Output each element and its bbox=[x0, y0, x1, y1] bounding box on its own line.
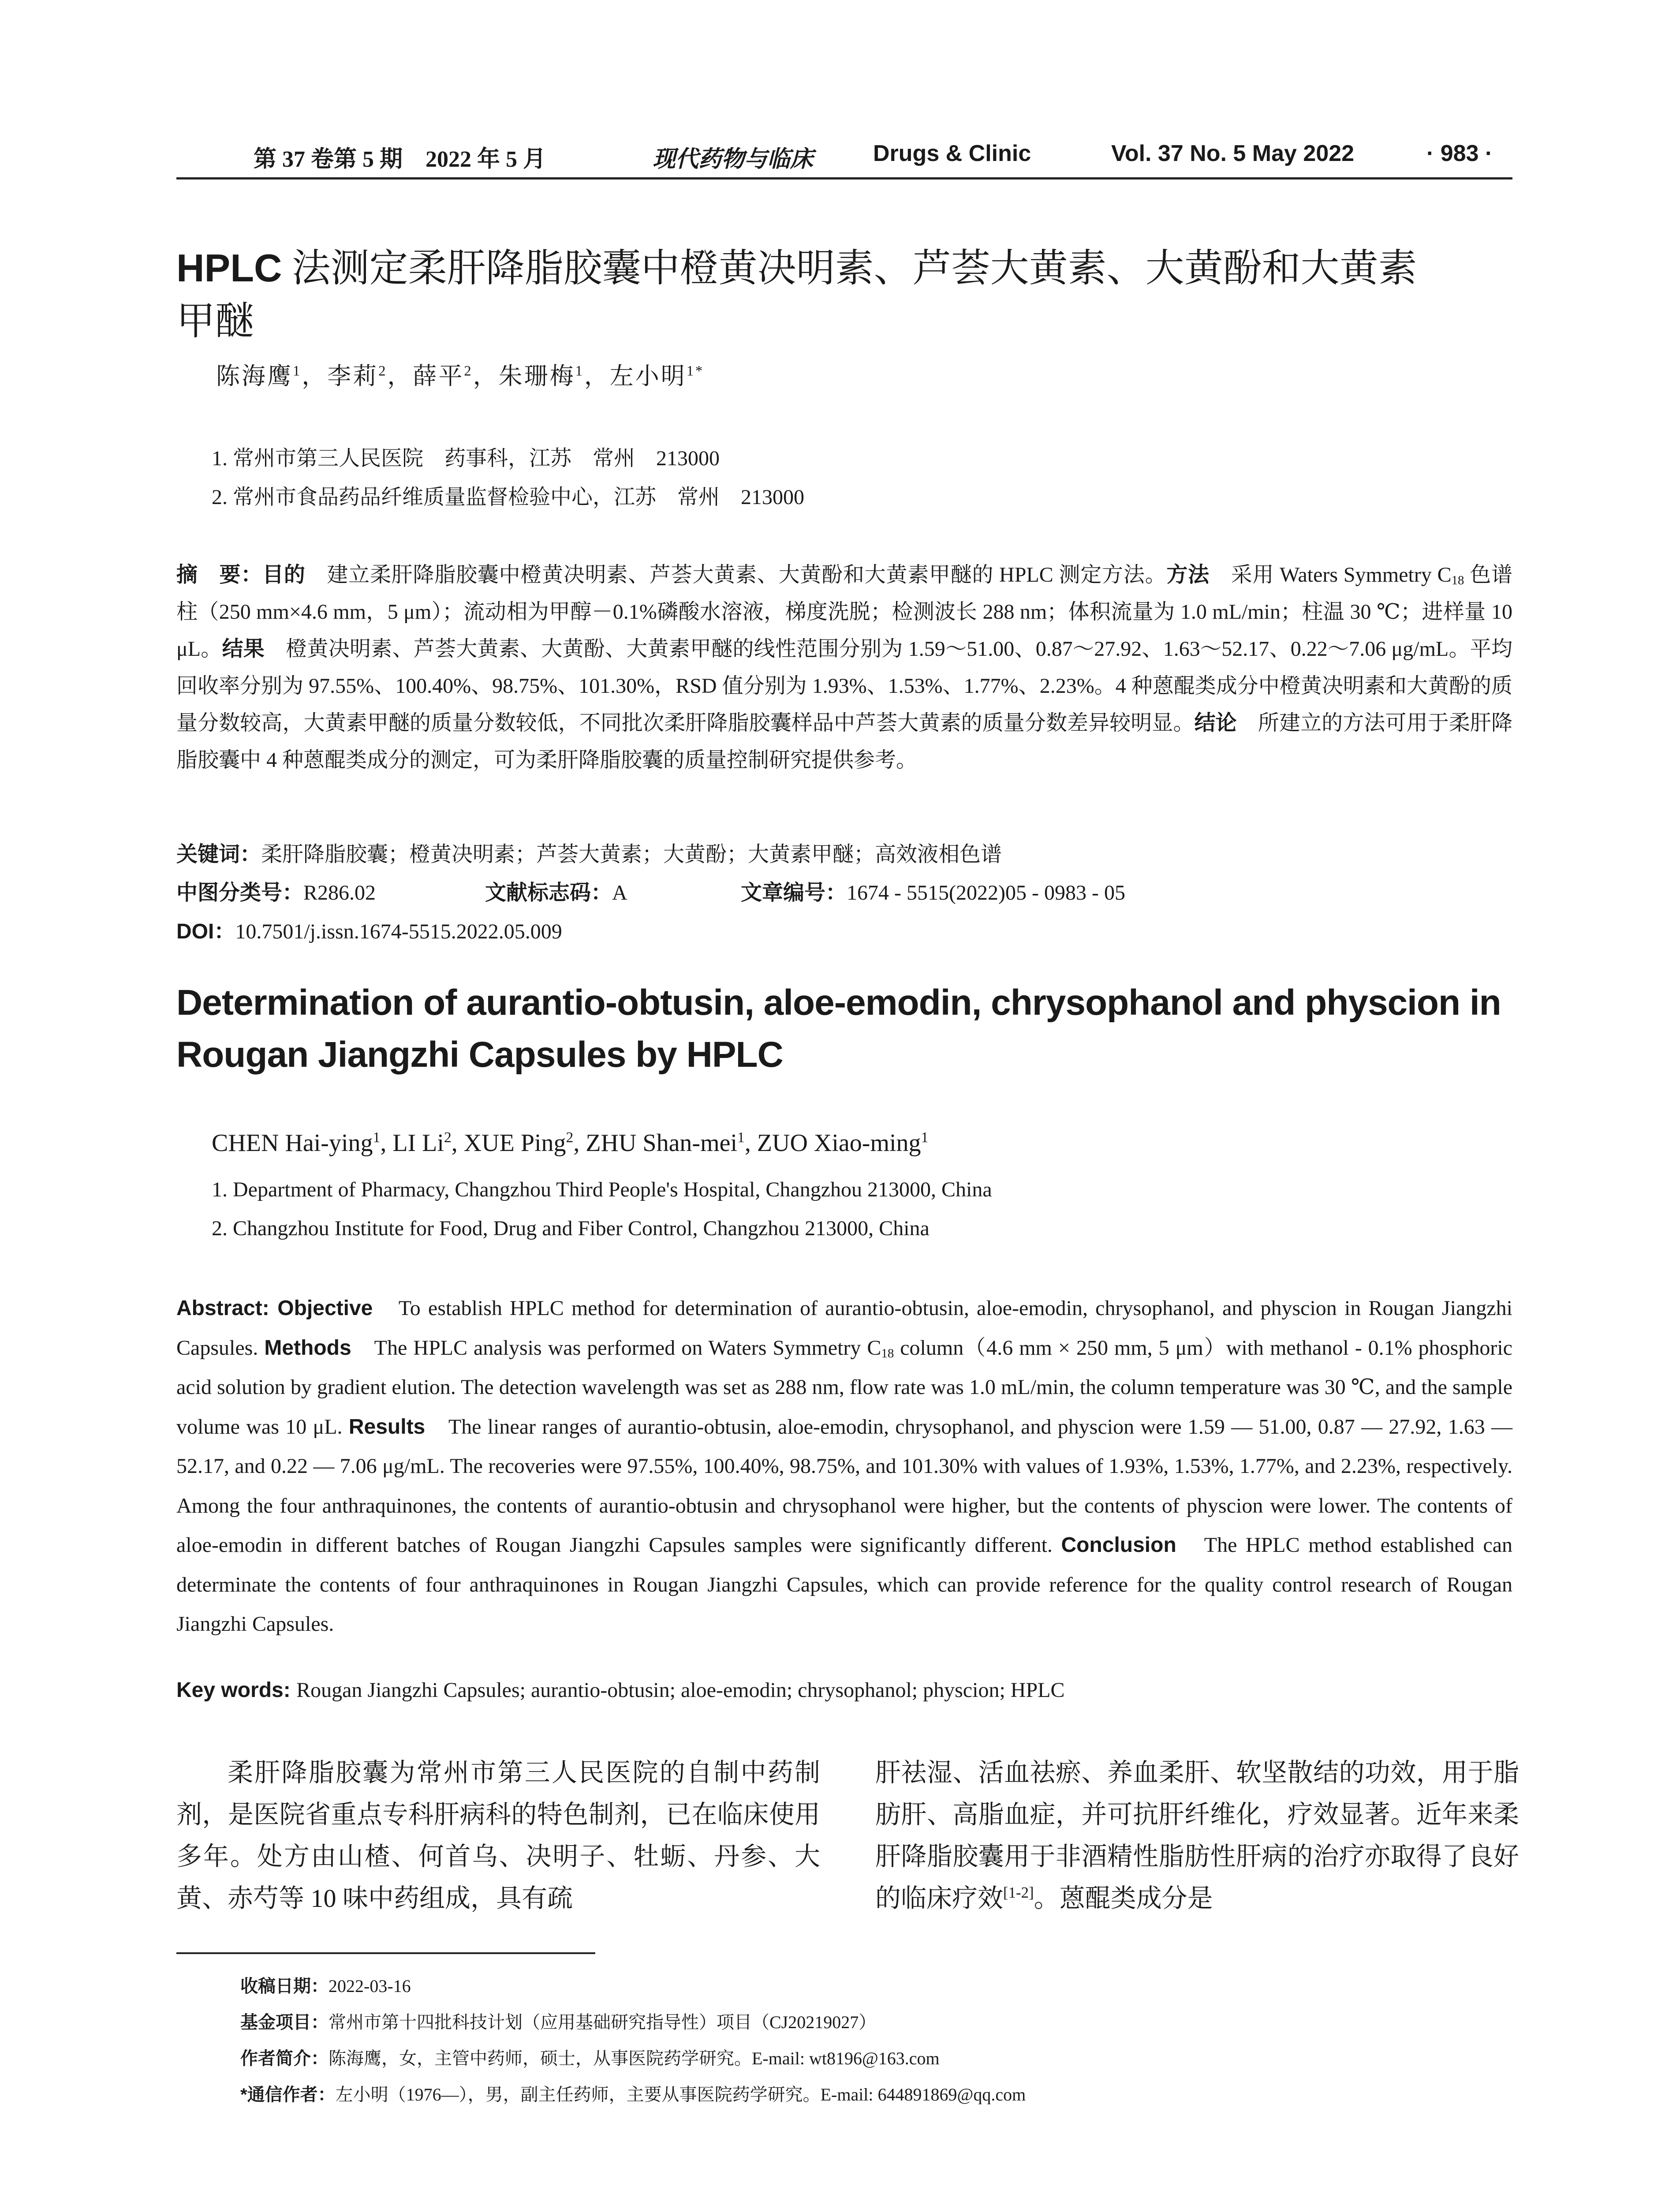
author-affil-mark: 2 bbox=[378, 363, 388, 379]
column-subscript: 18 bbox=[1451, 573, 1464, 587]
author-name: 陈海鹰 bbox=[216, 363, 293, 389]
chinese-title-line2: 甲醚 bbox=[176, 300, 254, 343]
keywords-label: Key words: bbox=[176, 1678, 297, 1702]
author-affil-mark: 2 bbox=[464, 363, 473, 379]
methods-text: 色谱柱（250 mm×4.6 mm，5 μm）；流动相为甲醇－0.1%磷酸水溶液，梯度洗脱；检测波长 288 nm；体积流量为 1.0 mL/min；柱温 30 ℃；进样量 10 μL。 bbox=[176, 563, 1512, 661]
corresponding-label: *通信作者： bbox=[240, 2085, 336, 2104]
chinese-abstract bbox=[176, 557, 1512, 779]
author-affil-mark: 1* bbox=[686, 363, 705, 379]
conclusion-text: The HPLC method established can determinate the contents of four anthraquinones in Rougan Jiangzhi Capsules, which can provide reference for the quality control research of Rougan Jiangzhi Capsules. bbox=[176, 1533, 1512, 1636]
document-code-line bbox=[485, 875, 627, 906]
objective-label: Objective bbox=[277, 1297, 373, 1320]
body-text: 肝祛湿、活血祛瘀、养血柔肝、软坚散结的功效，用于脂肪肝、高脂血症，并可抗肝纤维化，疗效显著。近年来柔肝降脂胶囊用于非酒精性脂肪性肝病的治疗亦取得了良好的临床疗效 bbox=[875, 1758, 1519, 1913]
received-value: 2022-03-16 bbox=[329, 1976, 411, 1996]
keywords-text: 柔肝降脂胶囊；橙黄决明素；芦荟大黄素；大黄酚；大黄素甲醚；高效液相色谱 bbox=[261, 843, 1002, 866]
results-text: 橙黄决明素、芦荟大黄素、大黄酚、大黄素甲醚的线性范围分别为 1.59～51.00、0.87～27.92、1.63～52.17、0.22～7.06 μg/mL。平均回收率分别为 97.55%、100.40%、98.75%、101.30%，RSD 值分别为 1.93%、1.53%、1.77%、2.23%。4 种蒽醌类成分中橙黄决明素和大黄酚的质量分数较高，大黄素甲醚的质量分数较低，不同批次柔肝降脂胶囊样品中芦荟大黄素的质量分数差异较明显。 bbox=[176, 637, 1512, 735]
received-label: 收稿日期： bbox=[240, 1977, 329, 1996]
corresponding-value: 左小明（1976—），男，副主任药师，主要从事医院药学研究。E-mail: 644891869@qq.com bbox=[335, 2085, 1026, 2104]
chinese-title-hplc: HPLC bbox=[176, 246, 282, 290]
author-name: , ZUO Xiao-ming bbox=[744, 1129, 921, 1157]
doi-label: DOI： bbox=[176, 920, 235, 943]
author-affil-mark: 2 bbox=[566, 1129, 574, 1146]
body-text: 。蒽醌类成分是 bbox=[1034, 1884, 1213, 1913]
keywords-text: Rougan Jiangzhi Capsules; aurantio-obtusin; aloe-emodin; chrysophanol; physcion; HPLC bbox=[296, 1678, 1065, 1702]
english-title-line1: Determination of aurantio-obtusin, aloe-emodin, chrysophanol and physcion in bbox=[176, 983, 1501, 1023]
chinese-title-line1: 法测定柔肝降脂胶囊中橙黄决明素、芦荟大黄素、大黄酚和大黄素 bbox=[282, 247, 1417, 290]
author-name: , LI Li bbox=[380, 1129, 444, 1157]
english-authors bbox=[212, 1129, 928, 1157]
doi-line bbox=[176, 914, 562, 945]
body-column-right bbox=[875, 1752, 1519, 1919]
author-name: ，李莉 bbox=[302, 363, 379, 389]
methods-label: 方法 bbox=[1166, 563, 1210, 587]
objective-text: 建立柔肝降脂胶囊中橙黄决明素、芦荟大黄素、大黄酚和大黄素甲醚的 HPLC 测定方法。 bbox=[305, 563, 1167, 587]
chinese-keywords bbox=[176, 837, 1002, 867]
conclusion-label: 结论 bbox=[1194, 711, 1237, 735]
citation[interactable]: [1-2] bbox=[1003, 1884, 1034, 1902]
running-header bbox=[176, 140, 1512, 176]
objective-label: 目的 bbox=[262, 563, 306, 587]
bio-label: 作者简介： bbox=[240, 2049, 329, 2068]
header-rule bbox=[176, 177, 1512, 179]
results-label: Results bbox=[348, 1415, 426, 1439]
methods-text: The HPLC analysis was performed on Waters Symmetry C bbox=[351, 1336, 881, 1360]
fund-label: 基金项目： bbox=[240, 2013, 329, 2032]
bio-value: 陈海鹰，女，主管中药师，硕士，从事医院药学研究。E-mail: wt8196@163.com bbox=[329, 2048, 940, 2068]
chinese-affiliation-2: 2. 常州市食品药品纤维质量监督检验中心，江苏 常州 213000 bbox=[212, 486, 805, 509]
author-affil-mark: 1 bbox=[575, 363, 584, 379]
clc-label: 中图分类号： bbox=[176, 881, 304, 904]
english-title-line2: Rougan Jiangzhi Capsules by HPLC bbox=[176, 1035, 783, 1075]
author-name: ，朱珊梅 bbox=[473, 363, 575, 389]
author-name: ，薛平 bbox=[387, 363, 464, 389]
footnote-rule bbox=[176, 1952, 595, 1954]
english-keywords bbox=[176, 1678, 1064, 1702]
chinese-authors bbox=[216, 357, 704, 391]
body-column-left: 柔肝降脂胶囊为常州市第三人民医院的自制中药制剂，是医院省重点专科肝病科的特色制剂，已在临床使用多年。处方由山楂、何首乌、决明子、牡蛎、丹参、大黄、赤芍等 10 味中药组成，具有疏 bbox=[176, 1758, 820, 1913]
english-affiliation-2: 2. Changzhou Institute for Food, Drug and Fiber Control, Changzhou 213000, China bbox=[212, 1217, 930, 1240]
fund-value: 常州市第十四批科技计划（应用基础研究指导性）项目（CJ20219027） bbox=[329, 2012, 877, 2032]
english-abstract bbox=[176, 1289, 1512, 1644]
classification-line bbox=[176, 875, 376, 906]
author-affil-mark: 1 bbox=[737, 1129, 745, 1146]
footnote-author-bio bbox=[240, 2044, 940, 2070]
doc-code-label: 文献标志码： bbox=[485, 881, 612, 904]
footnote-received bbox=[240, 1972, 411, 1997]
journal-name-cn: 现代药物与临床 bbox=[653, 147, 814, 172]
objective-text: To establish HPLC method for determination of aurantio-obtusin, aloe-emodin, chrysophanol, and physcion in Rougan Jiangzhi Capsules. bbox=[176, 1297, 1512, 1360]
article-no-label: 文章编号： bbox=[741, 881, 847, 904]
english-title bbox=[176, 977, 1517, 1081]
page-number: · 983 · bbox=[1426, 141, 1493, 166]
author-affil-mark: 1 bbox=[921, 1129, 929, 1146]
author-affil-mark: 1 bbox=[373, 1129, 381, 1146]
abstract-label: 摘 要： bbox=[176, 563, 263, 587]
issue-cn: 第 37 卷第 5 期 2022 年 5 月 bbox=[254, 147, 546, 172]
issue-en: Vol. 37 No. 5 May 2022 bbox=[1111, 141, 1355, 166]
journal-name-en: Drugs & Clinic bbox=[873, 141, 1031, 166]
author-name: , XUE Ping bbox=[451, 1129, 566, 1157]
article-no-value: 1674 - 5515(2022)05 - 0983 - 05 bbox=[847, 881, 1125, 904]
author-affil-mark: 1 bbox=[293, 363, 302, 379]
results-text: The linear ranges of aurantio-obtusin, aloe-emodin, chrysophanol, and physcion were 1.59 — 51.00, 0.87 — 27.92, 1.63 — 52.17, and 0.22 — 7.06 μg/mL. The recoveries were 97.55%, 100.40%, 98.75%, and 101.30% with values of 1.93%, 1.53%, 1.77%, and 2.23%, respectively. Among the four anthraquinones, the contents of aurantio-obtusin and chrysophanol were higher, but the contents of physcion were lower. The contents of aloe-emodin in different batches of Rougan Jiangzhi Capsules samples were significantly different. bbox=[176, 1415, 1512, 1557]
article-number-line bbox=[741, 875, 1125, 906]
conclusion-text: 所建立的方法可用于柔肝降脂胶囊中 4 种蒽醌类成分的测定，可为柔肝降脂胶囊的质量控制研究提供参考。 bbox=[176, 711, 1512, 772]
methods-text: column（4.6 mm × 250 mm, 5 μm）with methanol - 0.1% phosphoric acid solution by gradient elution. The detection wavelength was set as 288 nm, flow rate was 1.0 mL/min, the column temperature was 30 ℃, and the sample volume was 10 μL. bbox=[176, 1336, 1512, 1439]
doi-value[interactable]: 10.7501/j.issn.1674-5515.2022.05.009 bbox=[235, 920, 562, 943]
english-affiliation-1: 1. Department of Pharmacy, Changzhou Third People's Hospital, Changzhou 213000, China bbox=[212, 1178, 992, 1201]
abstract-label: Abstract: bbox=[176, 1297, 278, 1320]
methods-label: Methods bbox=[264, 1336, 351, 1360]
footnote-corresponding bbox=[240, 2081, 1026, 2106]
clc-value: R286.02 bbox=[303, 881, 376, 904]
keywords-label: 关键词： bbox=[176, 843, 261, 866]
conclusion-label: Conclusion bbox=[1061, 1533, 1176, 1557]
author-name: ，左小明 bbox=[584, 363, 687, 389]
doc-code-value: A bbox=[612, 881, 627, 904]
author-name: CHEN Hai-ying bbox=[212, 1129, 373, 1157]
chinese-affiliation-1: 1. 常州市第三人民医院 药事科，江苏 常州 213000 bbox=[212, 447, 720, 470]
chinese-title bbox=[176, 242, 1517, 348]
methods-text: 采用 Waters Symmetry C bbox=[1209, 563, 1452, 587]
author-affil-mark: 2 bbox=[444, 1129, 452, 1146]
footnote-fund bbox=[240, 2008, 876, 2033]
author-name: , ZHU Shan-mei bbox=[573, 1129, 738, 1157]
results-label: 结果 bbox=[222, 637, 265, 661]
column-subscript: 18 bbox=[881, 1346, 894, 1360]
